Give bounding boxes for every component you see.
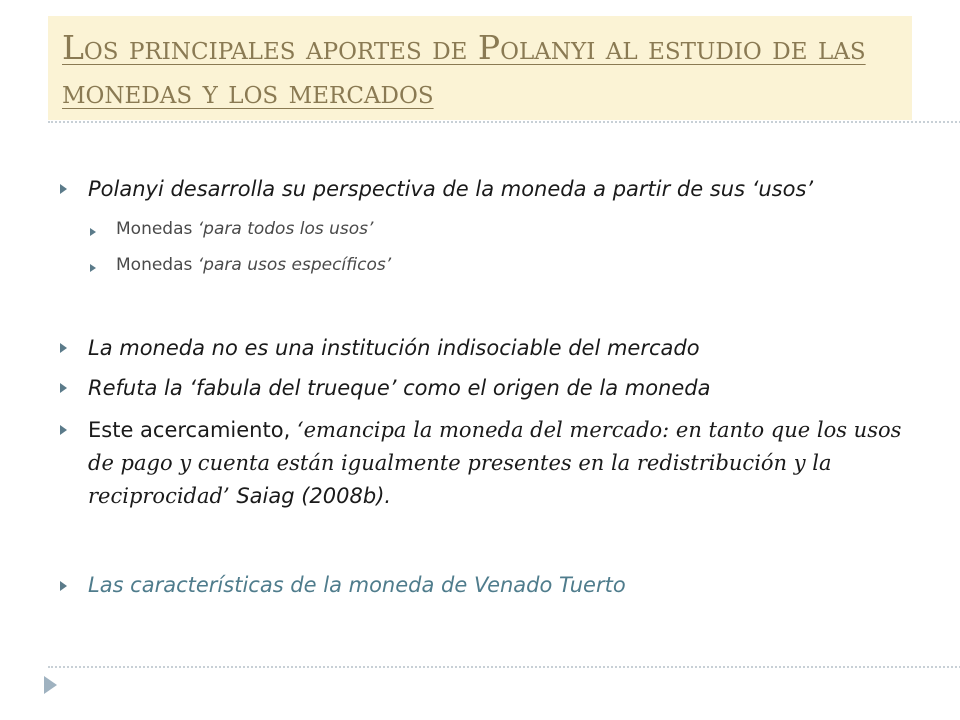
slide-title: Los principales aportes de Polanyi al estudio de las monedas y los mercados [62, 28, 866, 111]
sub-bullet-italic: ‘para usos específicos’ [197, 255, 392, 275]
sub-bullet-usos-especificos [116, 255, 391, 275]
sub-bullet-icon [90, 228, 96, 236]
sub-bullet-icon [90, 264, 96, 272]
bullet-icon [60, 383, 67, 393]
link-venado-tuerto[interactable]: Las características de la moneda de Venado Tuerto [88, 573, 626, 597]
sub-bullet-italic: ‘para todos los usos’ [197, 219, 374, 239]
bullet-icon [60, 581, 67, 591]
bullet-trueque: Refuta la ‘fabula del trueque’ como el origen de la moneda [88, 376, 711, 400]
bullet-icon [60, 425, 67, 435]
saiag-quote: ‘emancipa la moneda del mercado: en tanto que los usos de pago y cuenta están igualmente presentes en la redistribución y la reciprocidad’ [88, 418, 902, 508]
footer-divider [48, 666, 960, 668]
bullet-acercamiento [88, 414, 918, 513]
bullet-icon [60, 184, 67, 194]
title-divider [48, 121, 960, 123]
next-slide-icon[interactable] [44, 676, 57, 694]
bullet-icon [60, 343, 67, 353]
bullet-institucion: La moneda no es una institución indisociable del mercado [88, 336, 700, 360]
sub-bullet-prefix: Monedas [116, 255, 198, 275]
saiag-citation: Saiag (2008b). [229, 484, 392, 508]
bullet-acercamiento-prefix: Este acercamiento, [88, 418, 297, 442]
sub-bullet-prefix: Monedas [116, 219, 198, 239]
bullet-usos: Polanyi desarrolla su perspectiva de la moneda a partir de sus ‘usos’ [88, 177, 814, 201]
sub-bullet-todos-los-usos [116, 219, 373, 239]
